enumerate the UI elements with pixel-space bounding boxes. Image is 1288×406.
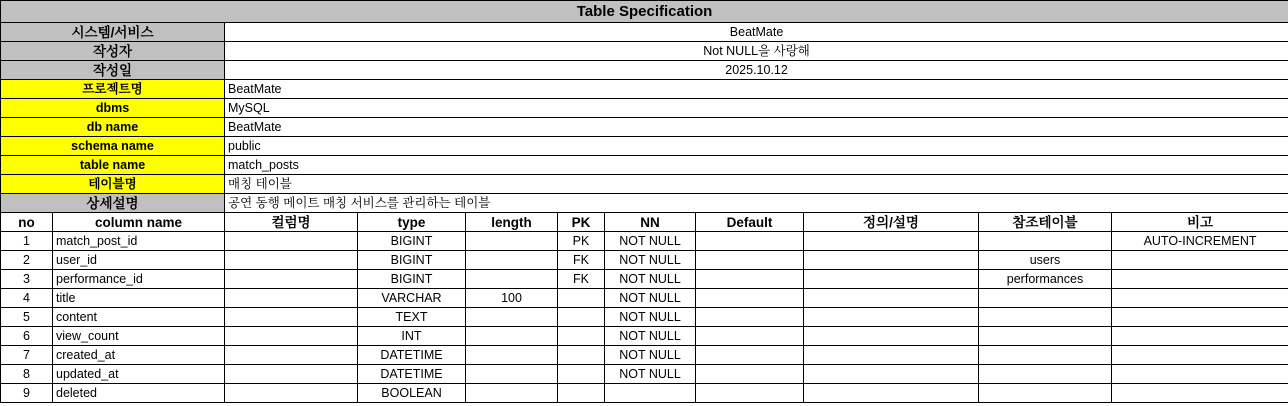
table-cell (225, 308, 358, 327)
table-cell (979, 346, 1112, 365)
table-cell (466, 365, 558, 384)
table-cell (979, 308, 1112, 327)
info-value: BeatMate (225, 118, 1288, 137)
column-header: 정의/설명 (804, 213, 979, 232)
table-row (1, 232, 1288, 251)
table-row (1, 289, 1288, 308)
table-cell: NOT NULL (605, 365, 696, 384)
table-cell: deleted (53, 384, 225, 403)
table-row (1, 327, 1288, 346)
table-row (1, 251, 1288, 270)
info-value: BeatMate (225, 23, 1288, 42)
table-cell (979, 327, 1112, 346)
table-cell: performance_id (53, 270, 225, 289)
table-cell (804, 384, 979, 403)
title-row (1, 1, 1288, 23)
table-cell (696, 346, 804, 365)
table-cell (696, 384, 804, 403)
table-cell: NOT NULL (605, 327, 696, 346)
table-cell (225, 289, 358, 308)
info-value: BeatMate (225, 80, 1288, 99)
info-row (1, 137, 1288, 156)
column-header: column name (53, 213, 225, 232)
table-cell (605, 384, 696, 403)
table-cell: user_id (53, 251, 225, 270)
info-label: 프로젝트명 (1, 80, 225, 99)
info-row (1, 99, 1288, 118)
table-cell (1112, 289, 1288, 308)
table-cell: match_post_id (53, 232, 225, 251)
table-cell: BIGINT (358, 270, 466, 289)
table-cell (804, 346, 979, 365)
table-cell (696, 289, 804, 308)
table-cell: 5 (1, 308, 53, 327)
table-cell (558, 365, 605, 384)
info-label: 상세설명 (1, 194, 225, 213)
table-cell: view_count (53, 327, 225, 346)
column-header: 참조테이블 (979, 213, 1112, 232)
table-cell: 8 (1, 365, 53, 384)
column-header: NN (605, 213, 696, 232)
table-cell (466, 327, 558, 346)
column-header: 비고 (1112, 213, 1288, 232)
table-cell (225, 270, 358, 289)
info-value: 2025.10.12 (225, 61, 1288, 80)
info-row (1, 23, 1288, 42)
table-cell: 6 (1, 327, 53, 346)
table-cell (1112, 346, 1288, 365)
table-cell (558, 327, 605, 346)
table-cell (558, 346, 605, 365)
table-cell (804, 289, 979, 308)
info-label: 테이블명 (1, 175, 225, 194)
table-cell (979, 384, 1112, 403)
table-cell (979, 289, 1112, 308)
info-label: table name (1, 156, 225, 175)
column-header: PK (558, 213, 605, 232)
table-cell: BOOLEAN (358, 384, 466, 403)
table-cell (1112, 251, 1288, 270)
spec-body (1, 1, 1288, 403)
column-header: length (466, 213, 558, 232)
table-cell (696, 270, 804, 289)
table-cell: performances (979, 270, 1112, 289)
table-row (1, 308, 1288, 327)
info-label: 작성일 (1, 61, 225, 80)
info-row (1, 61, 1288, 80)
info-value: 매칭 테이블 (225, 175, 1288, 194)
table-cell (804, 251, 979, 270)
table-cell (558, 289, 605, 308)
info-row (1, 80, 1288, 99)
column-header: Default (696, 213, 804, 232)
table-cell: INT (358, 327, 466, 346)
table-cell (1112, 327, 1288, 346)
table-cell: NOT NULL (605, 232, 696, 251)
table-cell (466, 384, 558, 403)
table-cell: 9 (1, 384, 53, 403)
table-cell (1112, 384, 1288, 403)
column-header: 컬럼명 (225, 213, 358, 232)
table-cell: updated_at (53, 365, 225, 384)
table-cell: users (979, 251, 1112, 270)
table-cell (225, 251, 358, 270)
table-cell: NOT NULL (605, 289, 696, 308)
info-value: 공연 동행 메이트 매칭 서비스를 관리하는 테이블 (225, 194, 1288, 213)
table-cell (558, 384, 605, 403)
table-cell (1112, 270, 1288, 289)
table-cell (696, 308, 804, 327)
table-cell (804, 232, 979, 251)
table-cell: 100 (466, 289, 558, 308)
table-cell (804, 327, 979, 346)
table-cell: 4 (1, 289, 53, 308)
table-cell (696, 365, 804, 384)
table-cell (696, 327, 804, 346)
info-label: dbms (1, 99, 225, 118)
info-label: 시스템/서비스 (1, 23, 225, 42)
column-header-row (1, 213, 1288, 232)
table-cell (466, 346, 558, 365)
table-cell (466, 251, 558, 270)
table-cell (696, 232, 804, 251)
table-cell (696, 251, 804, 270)
table-cell: FK (558, 251, 605, 270)
table-cell: NOT NULL (605, 270, 696, 289)
page-title: Table Specification (1, 1, 1288, 23)
table-cell (225, 327, 358, 346)
table-cell: BIGINT (358, 251, 466, 270)
table-cell: NOT NULL (605, 346, 696, 365)
table-cell (225, 232, 358, 251)
table-cell: title (53, 289, 225, 308)
table-cell: NOT NULL (605, 308, 696, 327)
info-value: MySQL (225, 99, 1288, 118)
table-row (1, 346, 1288, 365)
table-cell: DATETIME (358, 346, 466, 365)
table-cell: TEXT (358, 308, 466, 327)
table-cell (979, 365, 1112, 384)
table-cell: VARCHAR (358, 289, 466, 308)
table-cell: 3 (1, 270, 53, 289)
table-cell (558, 308, 605, 327)
info-row (1, 194, 1288, 213)
info-value: public (225, 137, 1288, 156)
table-cell: NOT NULL (605, 251, 696, 270)
info-row (1, 118, 1288, 137)
table-cell (225, 365, 358, 384)
table-cell (804, 365, 979, 384)
table-cell (1112, 365, 1288, 384)
info-row (1, 175, 1288, 194)
table-row (1, 365, 1288, 384)
table-cell: content (53, 308, 225, 327)
table-cell (466, 232, 558, 251)
info-label: 작성자 (1, 42, 225, 61)
table-cell (466, 308, 558, 327)
table-cell (225, 346, 358, 365)
table-cell (804, 270, 979, 289)
info-value: Not NULL을 사랑해 (225, 42, 1288, 61)
table-cell (979, 232, 1112, 251)
table-cell (225, 384, 358, 403)
table-row (1, 384, 1288, 403)
table-cell: 2 (1, 251, 53, 270)
table-cell: FK (558, 270, 605, 289)
table-cell: AUTO-INCREMENT (1112, 232, 1288, 251)
table-cell (804, 308, 979, 327)
info-row (1, 42, 1288, 61)
table-cell: 1 (1, 232, 53, 251)
info-label: db name (1, 118, 225, 137)
column-header: type (358, 213, 466, 232)
table-cell: BIGINT (358, 232, 466, 251)
table-cell: PK (558, 232, 605, 251)
table-cell (466, 270, 558, 289)
table-row (1, 270, 1288, 289)
info-value: match_posts (225, 156, 1288, 175)
table-cell: 7 (1, 346, 53, 365)
table-cell: created_at (53, 346, 225, 365)
info-row (1, 156, 1288, 175)
info-label: schema name (1, 137, 225, 156)
table-cell (1112, 308, 1288, 327)
column-header: no (1, 213, 53, 232)
table-cell: DATETIME (358, 365, 466, 384)
